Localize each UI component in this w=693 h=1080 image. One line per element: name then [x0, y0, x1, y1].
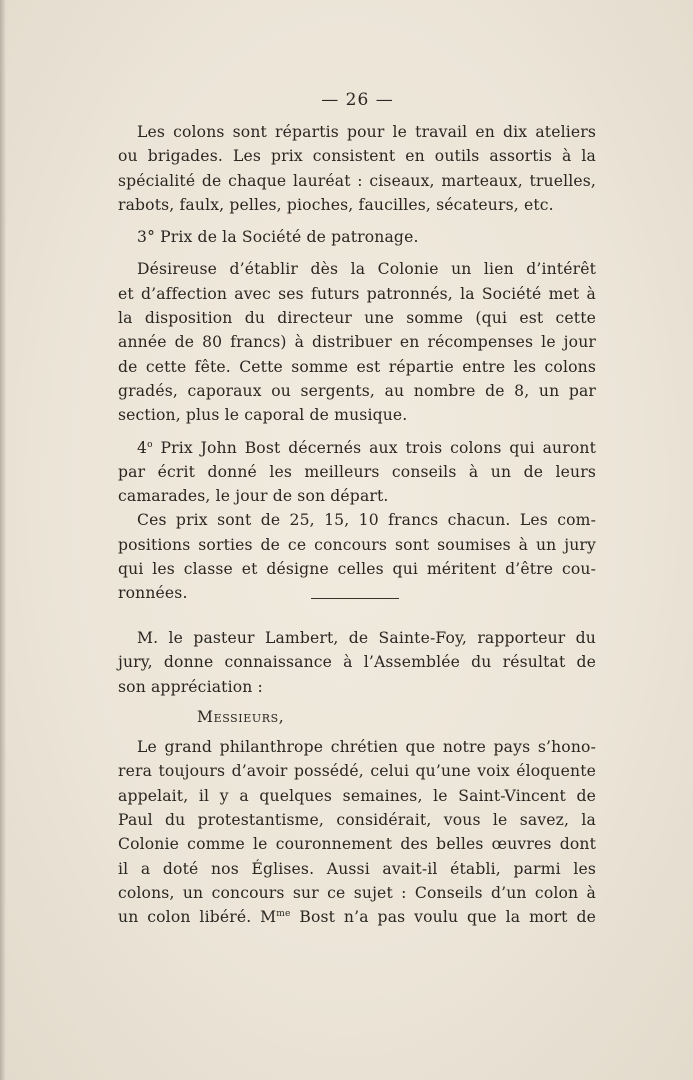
text-line: M. le pasteur Lambert, de Sainte-Foy, rapporteur du: [137, 629, 596, 647]
text-line: année de 80 francs) à distribuer en récompenses le jour: [118, 333, 596, 352]
text-line: un colon libéré. $M^{me}$ Bost n’a pas voulu que la mort de: [118, 908, 596, 927]
text-line: Colonie comme le couronnement des belles œuvres dont: [118, 835, 596, 854]
text-line: Le grand philanthrope chrétien que notre pays s’hono-: [137, 738, 596, 757]
text-line: Paul du protestantisme, considérait, vous le savez, la: [118, 811, 596, 830]
paragraph-prix-john-bost: [118, 436, 596, 509]
section-divider: [311, 598, 399, 599]
text-line: et d’affection avec ses futurs patronnés, la Société met à: [118, 284, 596, 303]
text-block-top: [118, 120, 596, 606]
paragraph-ateliers: [118, 120, 596, 217]
text-line: par écrit donné les meilleurs conseils à un de leurs: [118, 462, 596, 481]
text-line: rabots, faulx, pelles, pioches, faucilles, sécateurs, etc.: [118, 195, 554, 214]
text-line: rera toujours d’avoir possédé, celui qu’une voix éloquente: [118, 762, 596, 781]
paragraph-prix-montants: [118, 508, 596, 605]
text-line: 4$^o$ Prix John Bost décernés aux trois colons qui auront: [137, 438, 596, 457]
page-binding-edge: [0, 0, 6, 1080]
paragraph-rapporteur: [118, 626, 596, 699]
text-line: spécialité de chaque lauréat : ciseaux, marteaux, truelles,: [118, 171, 596, 190]
salutation: Messieurs,: [197, 707, 285, 726]
text-line: jury, donne connaissance à l’Assemblée du résultat de: [118, 653, 596, 672]
paragraph-societe: [118, 257, 596, 427]
text-block-bottom: [118, 626, 596, 930]
text-line: positions sorties de ce concours sont soumises à un jury: [118, 535, 596, 554]
text-line: colons, un concours sur ce sujet : Conseils d’un colon à: [118, 883, 596, 902]
text-line: camarades, le jour de son départ.: [118, 487, 389, 506]
text-line: appelait, il y a quelques semaines, le Saint-Vincent de: [118, 786, 596, 805]
text-line: gradés, caporaux ou sergents, au nombre de 8, un par: [118, 381, 596, 400]
text-line: ronnées.: [118, 584, 188, 603]
text-line: qui les classe et désigne celles qui méritent d’être cou-: [118, 560, 596, 579]
text-line: de cette fête. Cette somme est répartie entre les colons: [118, 357, 596, 376]
text-line: la disposition du directeur une somme (qui est cette: [118, 309, 596, 328]
text-line: section, plus le caporal de musique.: [118, 406, 408, 425]
text-line: Les colons sont répartis pour le travail en dix ateliers: [137, 123, 596, 141]
text-line: il a doté nos Églises. Aussi avait-il établi, parmi les: [118, 859, 596, 878]
text-line: son appréciation :: [118, 677, 263, 696]
text-line: Désireuse d’établir dès la Colonie un lien d’intérêt: [137, 260, 596, 279]
text-line: ou brigades. Les prix consistent en outils assortis à la: [118, 147, 596, 166]
heading-prix-societe: 3° Prix de la Société de patronage.: [137, 228, 419, 247]
paragraph-discours: [118, 735, 596, 929]
page-number: — 26 —: [321, 90, 394, 110]
text-line: Ces prix sont de 25, 15, 10 francs chacun. Les com-: [137, 511, 596, 530]
